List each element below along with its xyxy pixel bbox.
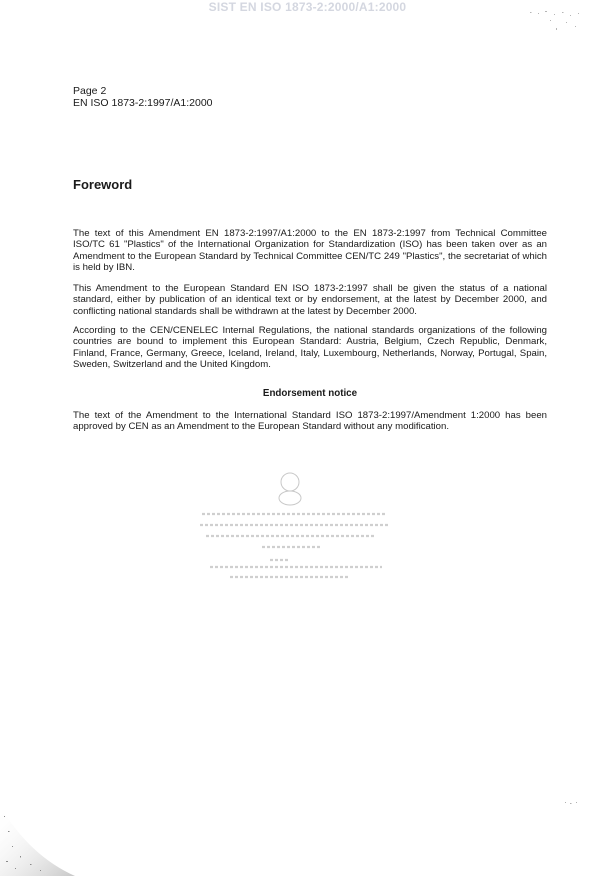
endorsement-heading: Endorsement notice (262, 388, 358, 399)
document-id: EN ISO 1873-2:1997/A1:2000 (73, 97, 213, 109)
page-number: Page 2 (73, 85, 107, 97)
foreword-paragraph-1: The text of this Amendment EN 1873-2:1997/A1:2000 to the EN 1873-2:1997 from Technical Committee ISO/TC 61 "Plastics" of the International Organization for Standardization (ISO) has been taken over as an Amendment to the European Standard by Technical Committee CEN/TC 249 "Plastics", the secretariat of which is held by IBN. (73, 228, 547, 273)
scan-noise-bottom-left (0, 786, 80, 876)
foreword-heading: Foreword (73, 177, 133, 192)
faded-stamp (170, 468, 400, 588)
foreword-paragraph-3: According to the CEN/CENELEC Internal Regulations, the national standards organizations of the following countries are bound to implement this European Standard: Austria, Belgium, Czech Republic, Denmark, Finland, France, Germany, Greece, Iceland, Ireland, Italy, Luxembourg, Netherlands, Norway, Portugal, Spain, Sweden, Switzerland and the United Kingdom. (73, 325, 547, 370)
watermark: SIST EN ISO 1873-2:2000/A1:2000 (208, 0, 407, 14)
endorsement-paragraph: The text of the Amendment to the International Standard ISO 1873-2:1997/Amendment 1:2000 has been approved by CEN as an Amendment to the European Standard without any modification. (73, 410, 547, 433)
scan-noise-bottom-right (560, 795, 590, 810)
foreword-paragraph-2: This Amendment to the European Standard EN ISO 1873-2:1997 shall be given the status of a national standard, either by publication of an identical text or by endorsement, at the latest by December 2000, and conflicting national standards shall be withdrawn at the latest by December 2000. (73, 283, 547, 317)
page-header (73, 85, 213, 109)
